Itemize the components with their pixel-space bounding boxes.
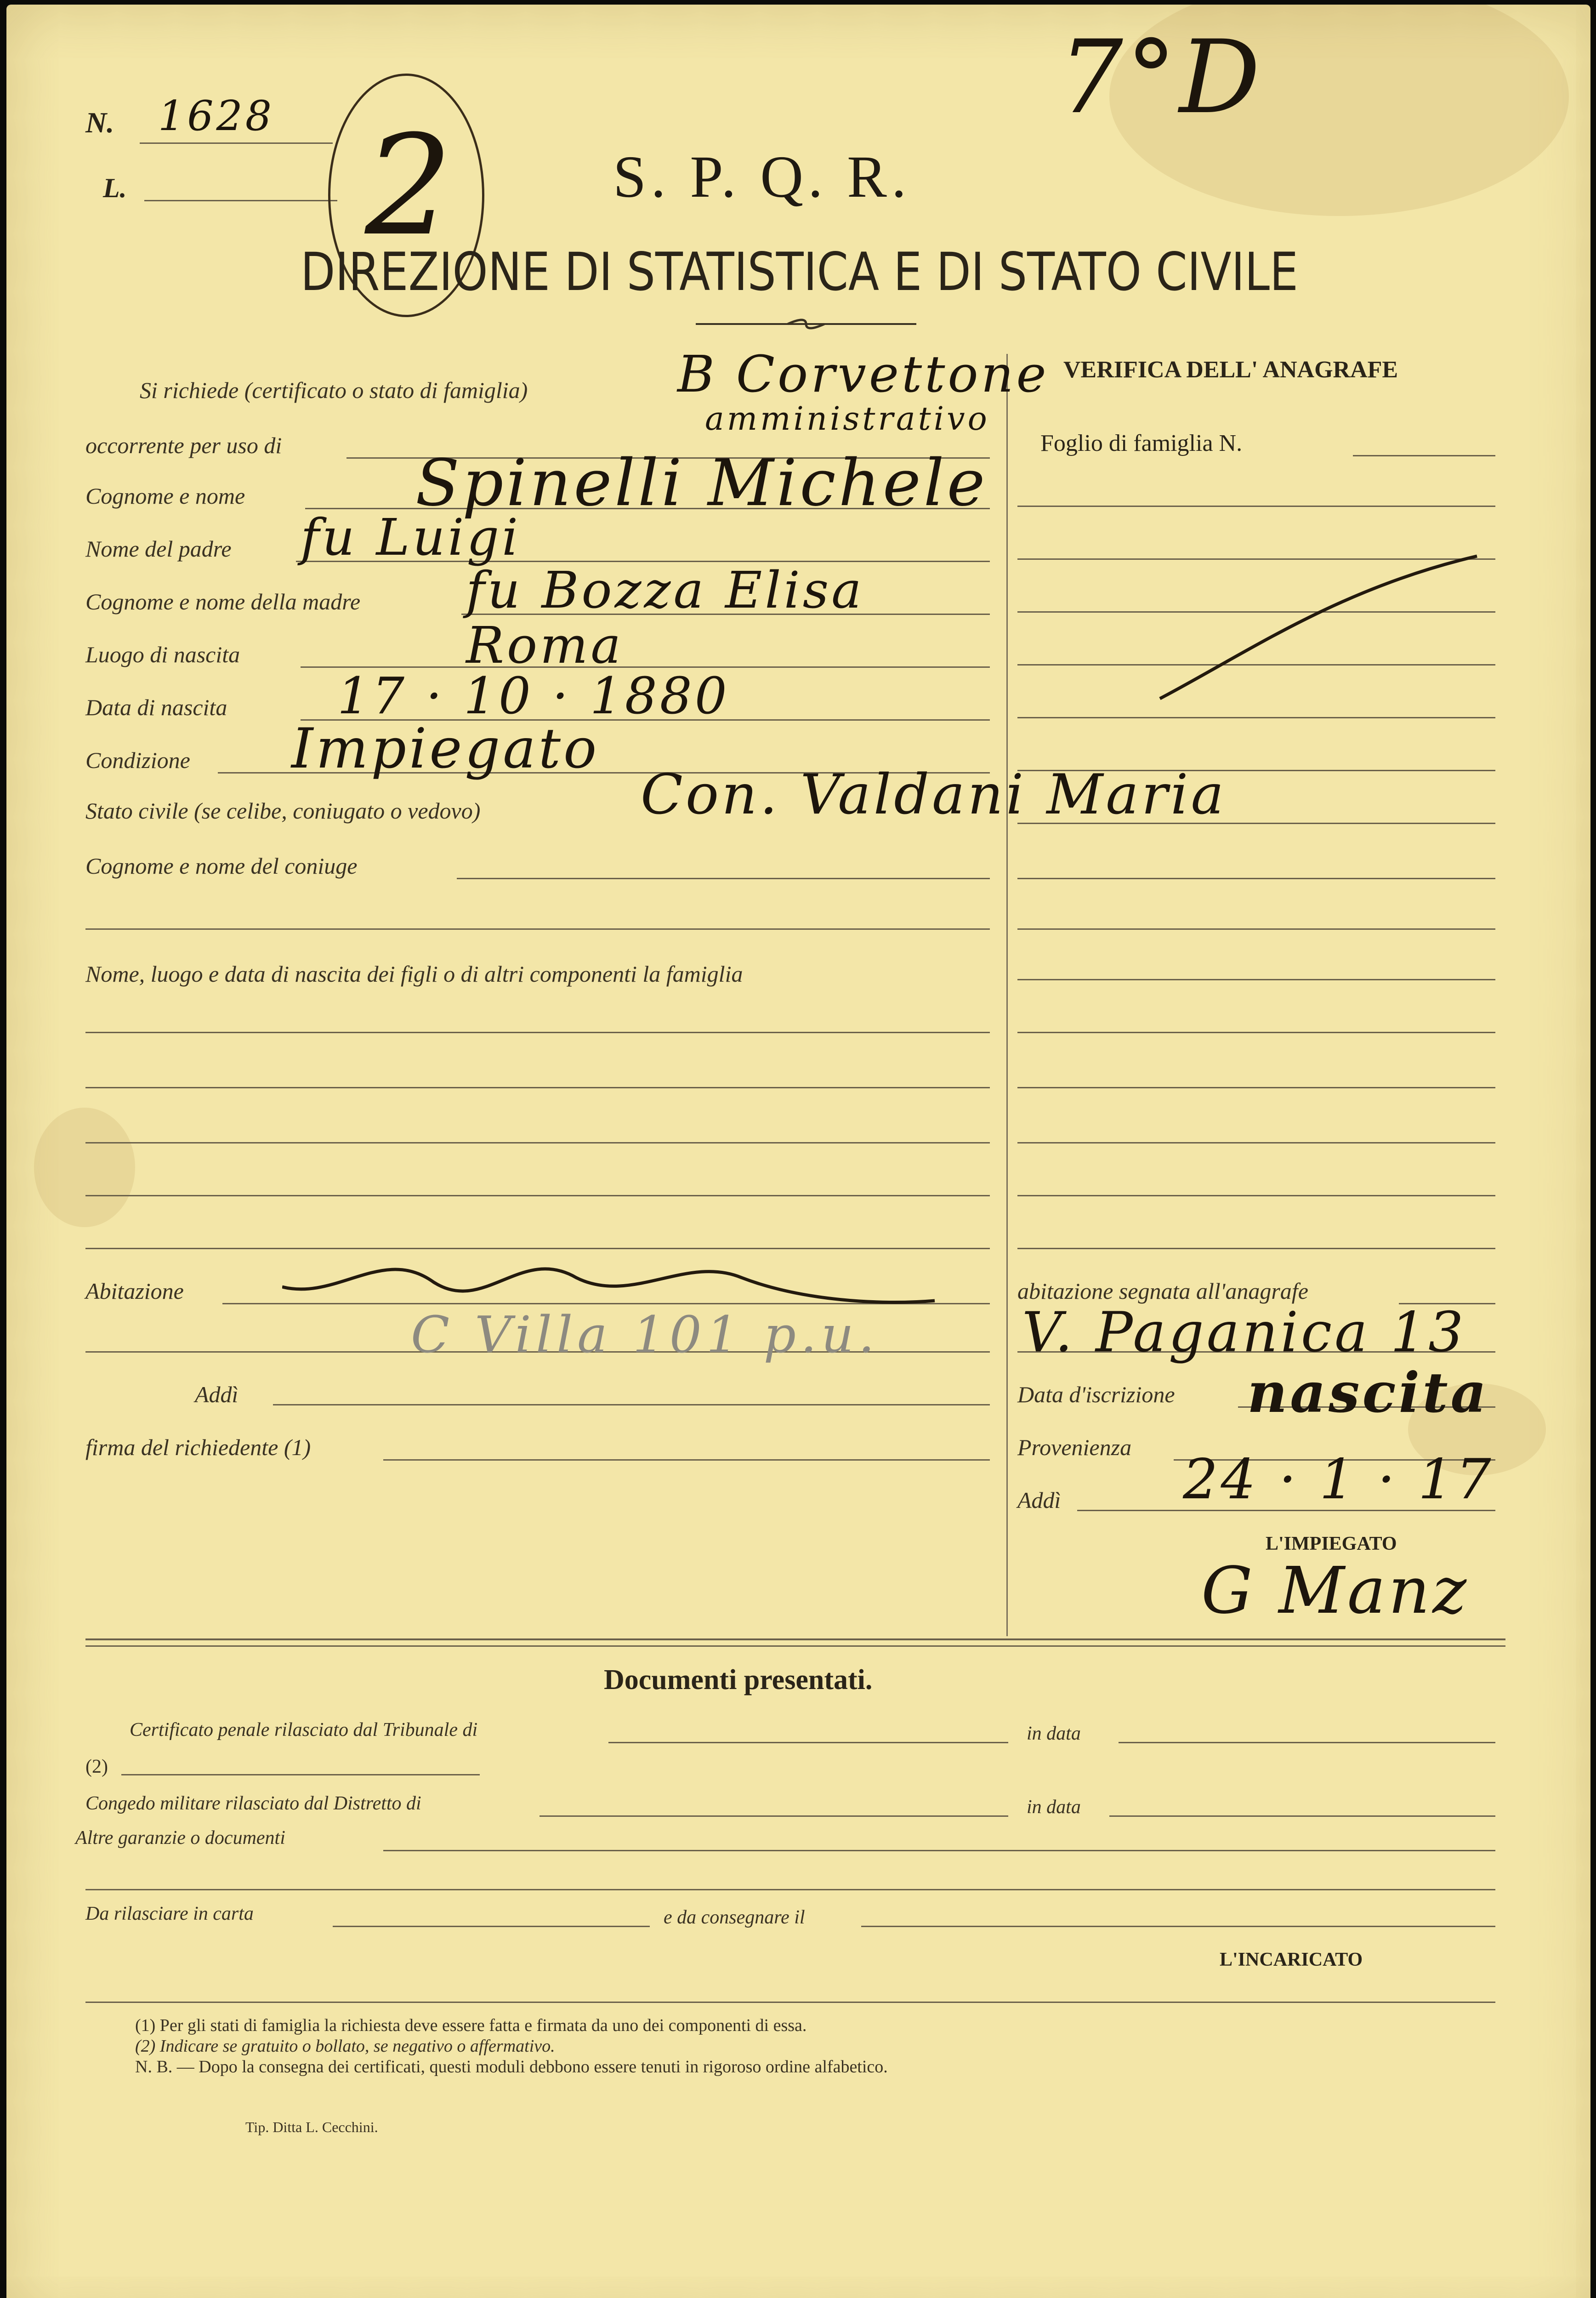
- in-data-1-line: [1119, 1742, 1495, 1743]
- right-addi-label: Addì: [1017, 1487, 1061, 1513]
- penale-label: Certificato penale rilasciato dal Tribunale di: [130, 1719, 478, 1741]
- verifica-line: [1017, 1248, 1495, 1249]
- consegnare-line: [861, 1926, 1495, 1927]
- footnote-nb: N. B. — Dopo la consegna dei certificati, questi moduli debbono essere tenuti in rigoroso ordine alfabetico.: [135, 2057, 888, 2076]
- congedo-label: Congedo militare rilasciato dal Distretto di: [85, 1793, 421, 1814]
- penale-line: [608, 1742, 1008, 1743]
- padre-value: fu Luigi: [301, 508, 521, 567]
- verifica-line: [1017, 770, 1495, 771]
- footnote-1: (1) Per gli stati di famiglia la richiesta deve essere fatta e firmata da uno dei componenti di essa.: [135, 2016, 807, 2035]
- figli-label: Nome, luogo e data di nascita dei figli o di altri componenti la famiglia: [85, 961, 743, 987]
- altre-line: [383, 1850, 1495, 1851]
- number-value: 1628: [158, 92, 275, 140]
- note-2-line: [121, 1774, 480, 1775]
- in-data-2-label: in data: [1027, 1797, 1081, 1818]
- richiede-value: B Corvettone: [677, 345, 1049, 404]
- verifica-line: [1017, 878, 1495, 879]
- in-data-2-line: [1109, 1815, 1495, 1817]
- verifica-line: [1017, 717, 1495, 718]
- impiegato-label: L'IMPIEGATO: [1266, 1533, 1397, 1554]
- section-divider: [85, 1638, 1505, 1640]
- stato-value: Con. Valdani Maria: [641, 763, 1227, 827]
- luogo-label: Luogo di nascita: [85, 642, 240, 667]
- rilasciare-label: Da rilasciare in carta: [85, 1903, 254, 1924]
- verifica-line: [1017, 1142, 1495, 1143]
- firma-label: firma del richiedente (1): [85, 1434, 311, 1460]
- form-card: [6, 5, 1590, 2298]
- madre-label: Cognome e nome della madre: [85, 589, 361, 614]
- documents-title: Documenti presentati.: [604, 1664, 873, 1695]
- figli-line: [85, 1032, 990, 1033]
- data-label: Data di nascita: [85, 694, 227, 720]
- column-separator: [1006, 354, 1008, 1636]
- note-2-marker: (2): [85, 1756, 108, 1777]
- cognome-value: Spinelli Michele: [415, 446, 988, 521]
- madre-value: fu Bozza Elisa: [466, 561, 864, 620]
- addi-label: Addì: [195, 1382, 239, 1407]
- firma-line: [383, 1459, 990, 1461]
- cognome-label: Cognome e nome: [85, 483, 245, 509]
- verifica-line: [1017, 506, 1495, 507]
- data-value: 17 · 10 · 1880: [337, 666, 730, 725]
- l-label: L.: [103, 173, 127, 203]
- spqr-heading: S. P. Q. R.: [613, 144, 911, 210]
- abitazione-segnata-value: V. Paganica 13: [1022, 1301, 1466, 1365]
- page-title: DIREZIONE DI STATISTICA E DI STATO CIVILE: [301, 241, 1299, 302]
- padre-label: Nome del padre: [85, 536, 232, 562]
- verifica-line: [1017, 928, 1495, 930]
- luogo-value: Roma: [466, 616, 624, 675]
- provenienza-label: Provenienza: [1017, 1434, 1132, 1460]
- corner-note: 7°D: [1059, 18, 1263, 136]
- addi-line: [273, 1404, 990, 1405]
- richiede-label: Si richiede (certificato o stato di famiglia): [140, 377, 528, 403]
- in-data-1-label: in data: [1027, 1723, 1081, 1744]
- congedo-line: [540, 1815, 1008, 1817]
- number-line: [140, 142, 333, 144]
- verifica-title: VERIFICA DELL' ANAGRAFE: [1063, 357, 1398, 383]
- abitazione-segnata-label: abitazione segnata all'anagrafe: [1017, 1278, 1308, 1304]
- foglio-label: Foglio di famiglia N.: [1040, 430, 1243, 456]
- occorrente-label: occorrente per uso di: [85, 432, 282, 458]
- printer-credit: Tip. Ditta L. Cecchini.: [245, 2119, 378, 2135]
- impiegato-signature: G Manz: [1201, 1553, 1470, 1628]
- figli-line: [85, 1087, 990, 1088]
- l-line: [144, 200, 337, 201]
- iscrizione-value: nascita: [1247, 1360, 1489, 1425]
- footer-divider: [85, 2002, 1495, 2003]
- iscrizione-label: Data d'iscrizione: [1017, 1382, 1175, 1407]
- altre-line: [85, 1889, 1495, 1890]
- verifica-line: [1017, 979, 1495, 980]
- condizione-value: Impiegato: [291, 717, 600, 781]
- coniuge-label: Cognome e nome del coniuge: [85, 853, 358, 879]
- circled-number: 2: [365, 106, 453, 266]
- number-label: N.: [85, 106, 114, 139]
- coniuge-line: [457, 878, 990, 879]
- verifica-line: [1017, 823, 1495, 824]
- altre-label: Altre garanzie o documenti: [75, 1827, 285, 1849]
- condizione-label: Condizione: [85, 747, 190, 773]
- ornament-divider: [696, 315, 916, 333]
- right-addi-value: 24 · 1 · 17: [1183, 1448, 1494, 1512]
- section-divider: [85, 1645, 1505, 1647]
- verifica-line: [1017, 1087, 1495, 1088]
- verifica-line: [1017, 1032, 1495, 1033]
- abitazione-label: Abitazione: [85, 1278, 184, 1304]
- occorrente-value: amministrativo: [705, 400, 990, 438]
- consegnare-label: e da consegnare il: [664, 1907, 805, 1928]
- figli-line: [85, 1195, 990, 1196]
- stato-label: Stato civile (se celibe, coniugato o vedovo): [85, 798, 481, 824]
- rilasciare-line: [333, 1926, 650, 1927]
- verifica-line: [1017, 1195, 1495, 1196]
- figli-line: [85, 1142, 990, 1143]
- abitazione-value: C Villa 101 p.u.: [411, 1305, 879, 1364]
- cross-out-stroke: [1155, 552, 1486, 703]
- incaricato-label: L'INCARICATO: [1220, 1949, 1363, 1970]
- paper-stain: [34, 1108, 135, 1227]
- footnote-2: (2) Indicare se gratuito o bollato, se negativo o affermativo.: [135, 2036, 555, 2056]
- blank-line: [85, 928, 990, 930]
- foglio-line: [1353, 455, 1495, 456]
